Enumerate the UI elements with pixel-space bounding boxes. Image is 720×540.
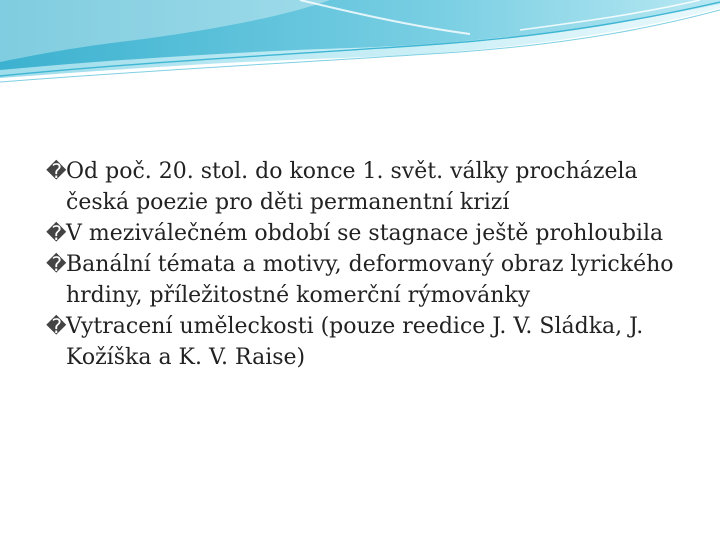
bullet-list	[46, 156, 696, 373]
bullet-text: V meziválečném období se stagnace ještě prohloubila	[66, 221, 664, 246]
bullet-icon: �	[46, 159, 67, 183]
bullet-icon: �	[46, 314, 67, 338]
bullet-item-2	[46, 218, 696, 249]
bullet-text: Vytracení uměleckosti (pouze reedice J. V. Sládka, J. Kožíška a K. V. Raise)	[66, 314, 644, 370]
header-wave-decoration	[0, 0, 720, 90]
bullet-text: Banální témata a motivy, deformovaný obraz lyrického hrdiny, příležitostné komerční rýmovánky	[66, 252, 674, 308]
bullet-item-3	[46, 249, 696, 311]
bullet-icon: �	[46, 252, 67, 276]
bullet-item-4	[46, 311, 696, 373]
bullet-item-1	[46, 156, 696, 218]
bullet-icon: �	[46, 221, 67, 245]
bullet-text: Od poč. 20. stol. do konce 1. svět. války procházela česká poezie pro děti permanentní krizí	[66, 159, 638, 215]
